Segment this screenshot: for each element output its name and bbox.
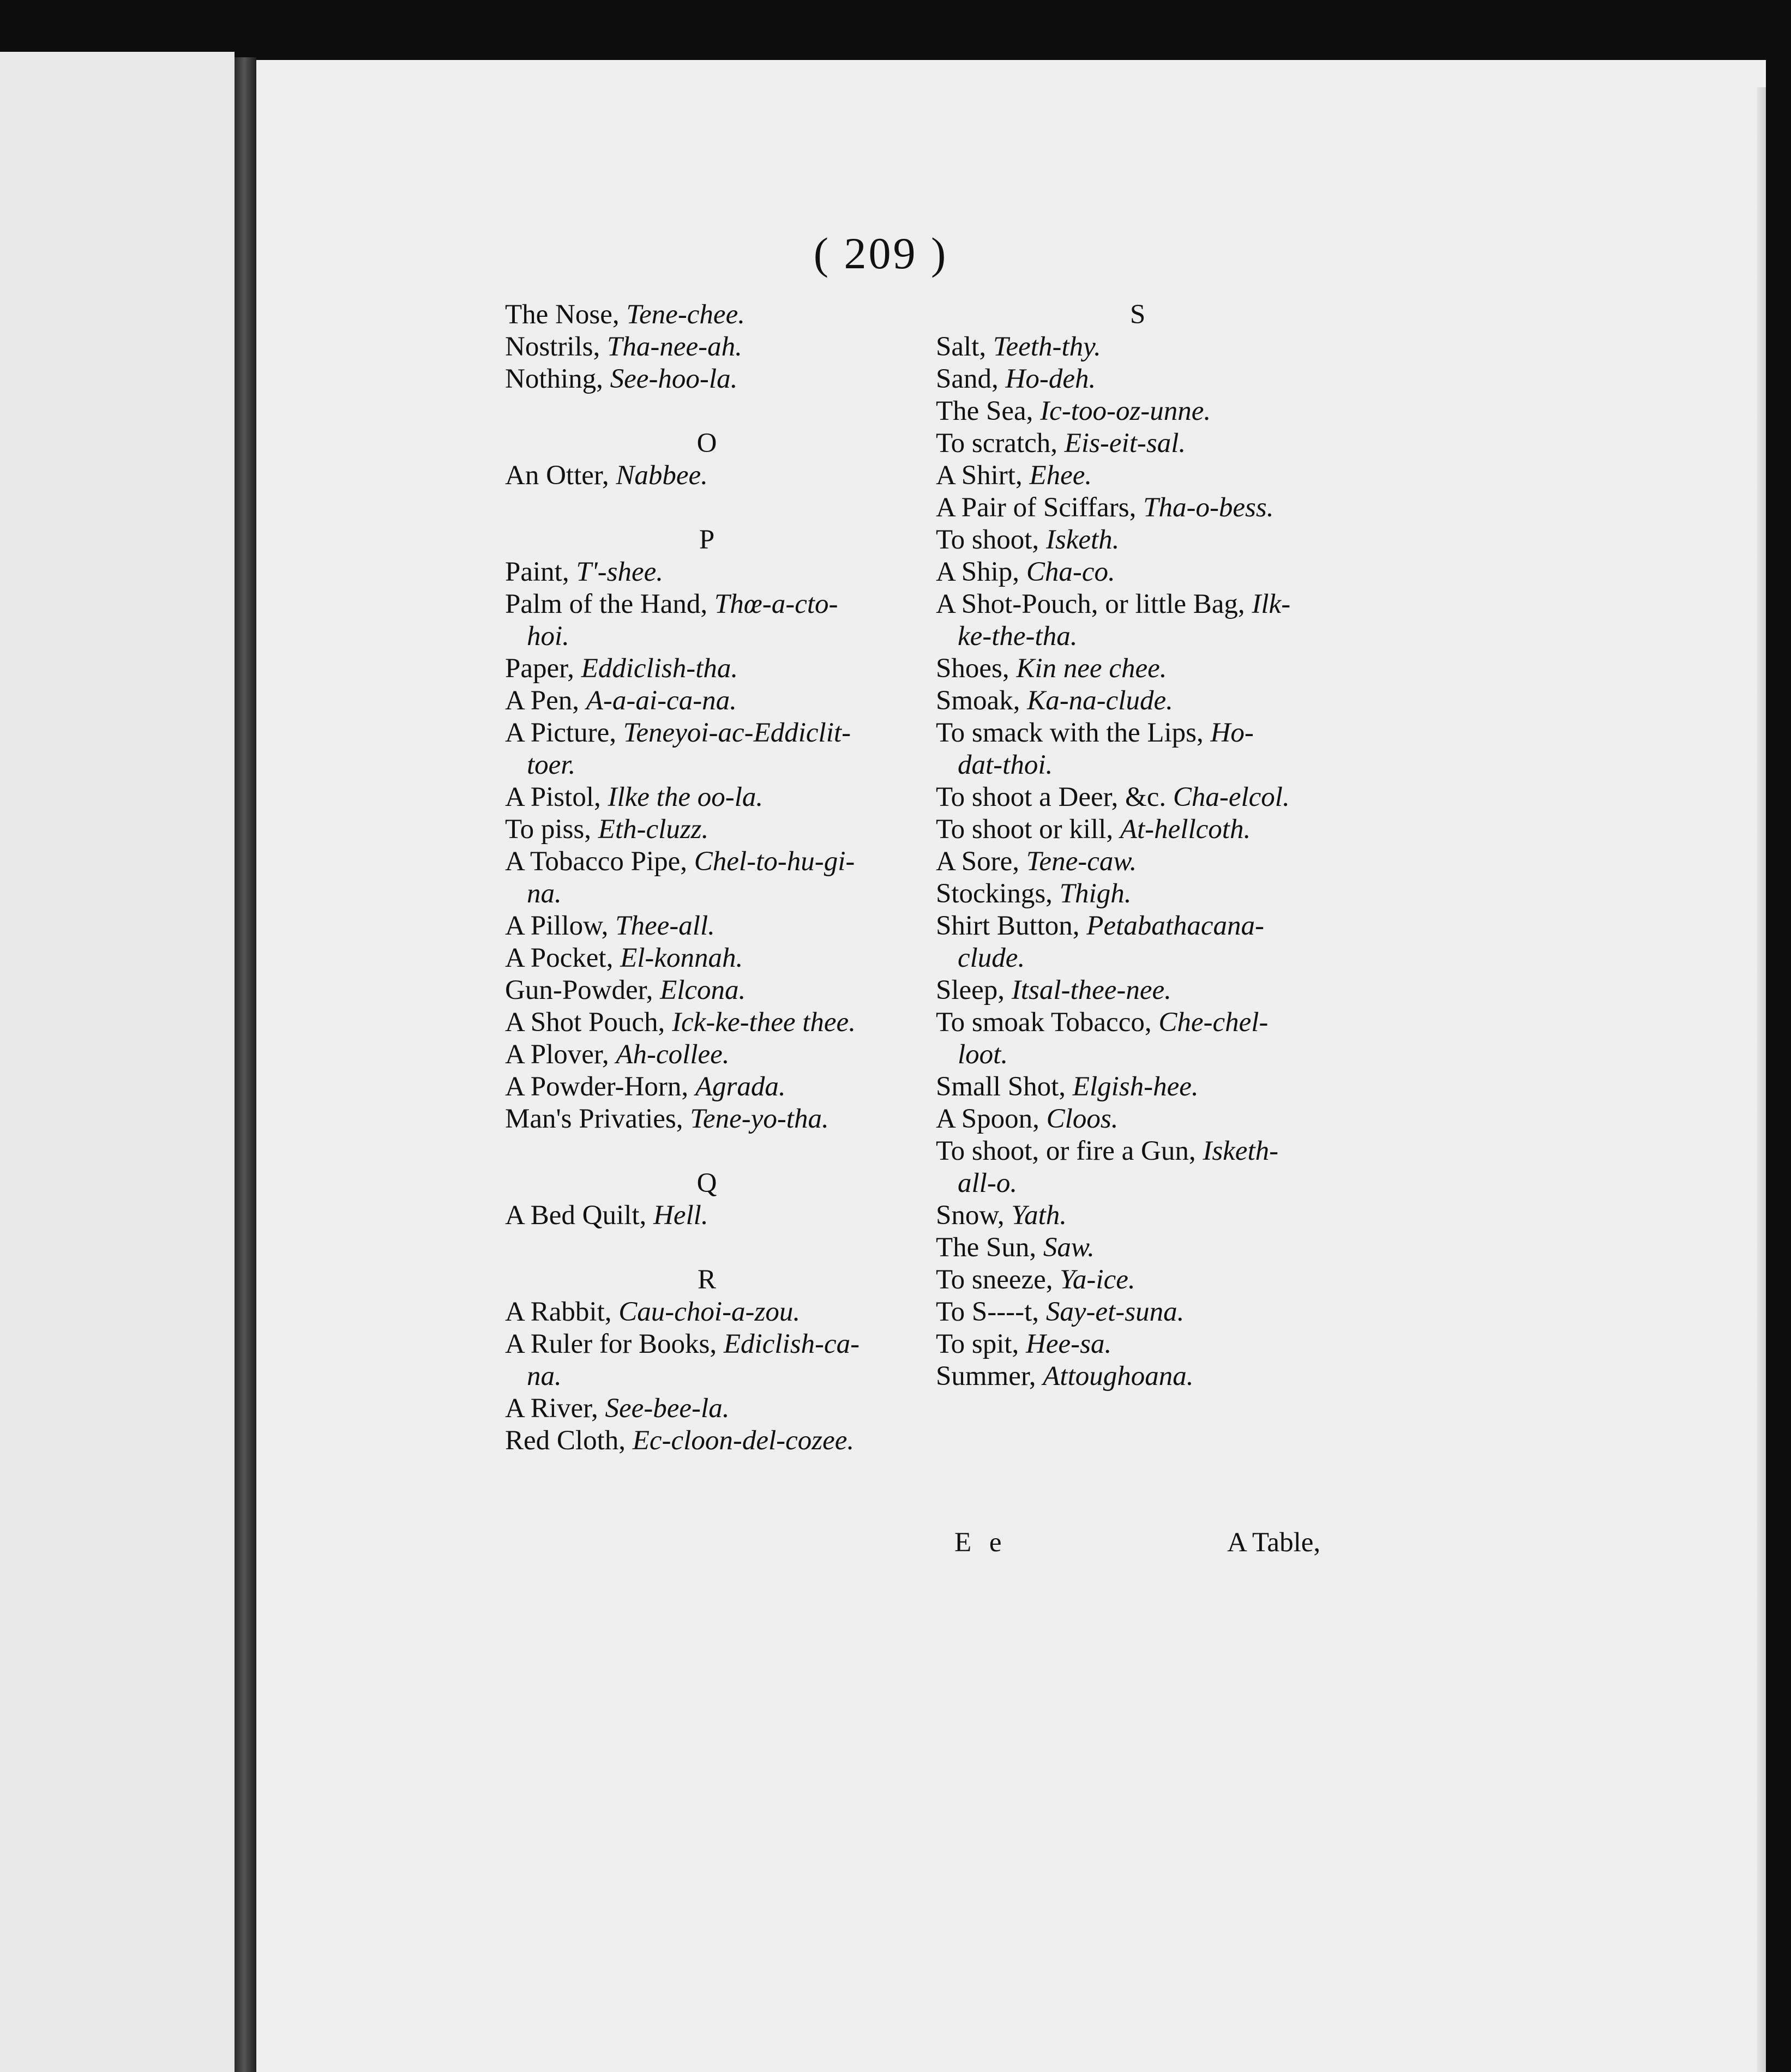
english-term: A Powder-Horn, <box>505 1071 695 1102</box>
native-term: Cha-elcol. <box>1173 782 1290 812</box>
native-term: Ilk- <box>1252 589 1291 619</box>
english-term: A Pistol, <box>505 782 608 812</box>
vocabulary-entry <box>936 878 1339 910</box>
vocabulary-entry <box>505 1007 909 1039</box>
native-term: ke-the-tha. <box>958 621 1078 652</box>
vocabulary-entry <box>505 685 909 717</box>
english-term: The Sun, <box>936 1232 1043 1263</box>
vocabulary-entry <box>505 910 909 942</box>
native-term: Tha-o-bess. <box>1143 492 1274 523</box>
native-term: Ec-cloon-del-cozee. <box>632 1425 855 1456</box>
native-term: Cha-co. <box>1026 557 1115 587</box>
vocabulary-entry <box>936 685 1339 717</box>
vocabulary-entry <box>936 492 1339 524</box>
vocabulary-entry-continuation <box>936 1167 1339 1200</box>
english-term: A Ruler for Books, <box>505 1329 724 1359</box>
native-term: Che-chel- <box>1158 1007 1269 1038</box>
vocabulary-entry <box>505 974 909 1007</box>
english-term: To smack with the Lips, <box>936 718 1211 748</box>
native-term: Isketh- <box>1203 1136 1279 1166</box>
vocabulary-entry <box>936 1007 1339 1039</box>
english-term: To S----t, <box>936 1297 1046 1327</box>
native-term: dat-thoi. <box>958 750 1053 780</box>
native-term: Cau-choi-a-zou. <box>618 1297 801 1327</box>
english-term: To shoot, or fire a Gun, <box>936 1136 1203 1166</box>
vocabulary-entry <box>936 1071 1339 1103</box>
vocabulary-entry <box>936 781 1339 814</box>
english-term: A Pocket, <box>505 943 621 973</box>
vocabulary-entry <box>505 814 909 846</box>
english-term: To shoot or kill, <box>936 814 1120 845</box>
english-term: A Tobacco Pipe, <box>505 846 694 877</box>
vocabulary-entry-continuation <box>505 878 909 910</box>
english-term: A Rabbit, <box>505 1297 619 1327</box>
english-term: The Sea, <box>936 396 1041 426</box>
native-term: Ah-collee. <box>616 1039 730 1070</box>
native-term: Itsal-thee-nee. <box>1011 975 1171 1005</box>
right-column <box>936 299 1339 1393</box>
page-number: ( 209 ) <box>813 228 948 278</box>
vocabulary-entry <box>936 588 1339 621</box>
vocabulary-entry <box>936 846 1339 878</box>
vocabulary-entry <box>936 1328 1339 1360</box>
english-term: Small Shot, <box>936 1071 1073 1102</box>
english-term: Sand, <box>936 364 1006 394</box>
native-term: Kin nee chee. <box>1016 653 1167 684</box>
vocabulary-entry <box>505 1200 909 1232</box>
vocabulary-entry <box>936 1103 1339 1135</box>
native-term: At-hellcoth. <box>1120 814 1251 845</box>
native-term: loot. <box>958 1039 1008 1070</box>
native-term: Eddiclish-tha. <box>581 653 738 684</box>
native-term: na. <box>527 1361 562 1392</box>
vocabulary-entry <box>936 460 1339 492</box>
native-term: Ho- <box>1210 718 1254 748</box>
native-term: clude. <box>958 943 1025 973</box>
native-term: Eth-cluzz. <box>598 814 709 845</box>
english-term: Stockings, <box>936 878 1060 909</box>
vocabulary-entry <box>936 1360 1339 1393</box>
english-term: Snow, <box>936 1200 1012 1231</box>
english-term: Palm of the Hand, <box>505 589 714 619</box>
english-term: A River, <box>505 1393 605 1424</box>
vocabulary-entry <box>936 331 1339 363</box>
blank-line <box>505 492 909 524</box>
english-term: A Shot Pouch, <box>505 1007 672 1038</box>
english-term: A Shirt, <box>936 460 1030 491</box>
vocabulary-entry <box>936 653 1339 685</box>
section-letter: R <box>697 1264 717 1295</box>
english-term: A Bed Quilt, <box>505 1200 654 1231</box>
english-term: A Shot-Pouch, or little Bag, <box>936 589 1252 619</box>
vocabulary-entry <box>505 588 909 621</box>
section-letter: S <box>1129 299 1146 330</box>
native-term: Hell. <box>653 1200 708 1231</box>
english-term: Summer, <box>936 1361 1043 1392</box>
vocabulary-entry-continuation <box>936 621 1339 653</box>
vocabulary-entry <box>936 1296 1339 1328</box>
vocabulary-entry-continuation <box>505 1360 909 1393</box>
vocabulary-entry <box>936 1135 1339 1167</box>
english-term: A Sore, <box>936 846 1026 877</box>
native-term: toer. <box>527 750 576 780</box>
blank-line <box>505 1135 909 1167</box>
native-term: Ho-deh. <box>1005 364 1096 394</box>
native-term: Isketh. <box>1045 525 1120 555</box>
native-term: Agrada. <box>695 1071 786 1102</box>
native-term: Saw. <box>1043 1232 1095 1263</box>
vocabulary-entry <box>936 395 1339 427</box>
vocabulary-entry-continuation <box>936 942 1339 974</box>
english-term: A Ship, <box>936 557 1026 587</box>
vocabulary-entry <box>505 781 909 814</box>
native-term: all-o. <box>958 1168 1018 1198</box>
vocabulary-entry <box>505 299 909 331</box>
native-term: Thee-all. <box>615 911 715 941</box>
native-term: Yath. <box>1011 1200 1067 1231</box>
native-term: hoi. <box>527 621 569 652</box>
native-term: See-hoo-la. <box>610 364 738 394</box>
section-letter: O <box>696 428 717 459</box>
native-term: Cloos. <box>1046 1104 1119 1134</box>
english-term: Man's Privaties, <box>505 1104 690 1134</box>
english-term: The Nose, <box>505 299 627 330</box>
native-term: Tene-caw. <box>1026 846 1137 877</box>
native-term: Teeth-thy. <box>993 332 1101 362</box>
english-term: Red Cloth, <box>505 1425 633 1456</box>
english-term: Smoak, <box>936 685 1027 716</box>
english-term: To sneeze, <box>936 1264 1060 1295</box>
english-term: Gun-Powder, <box>505 975 660 1005</box>
english-term: Nostrils, <box>505 332 608 362</box>
english-term: Shoes, <box>936 653 1017 684</box>
book-gutter <box>235 57 256 2072</box>
vocabulary-entry <box>936 427 1339 460</box>
vocabulary-entry <box>505 1103 909 1135</box>
english-term: To piss, <box>505 814 598 845</box>
vocabulary-entry-continuation <box>936 1039 1339 1071</box>
vocabulary-entry <box>505 460 909 492</box>
english-term: To shoot a Deer, &c. <box>936 782 1173 812</box>
english-term: To spit, <box>936 1329 1026 1359</box>
blank-line <box>505 1232 909 1264</box>
vocabulary-entry <box>505 1328 909 1360</box>
vocabulary-entry <box>936 814 1339 846</box>
vocabulary-entry <box>505 653 909 685</box>
vocabulary-entry <box>505 1039 909 1071</box>
english-term: Shirt Button, <box>936 911 1087 941</box>
vocabulary-entry-continuation <box>936 749 1339 781</box>
vocabulary-entry <box>505 942 909 974</box>
native-term: Thœ-a-cto- <box>714 589 838 619</box>
vocabulary-entry-continuation <box>505 621 909 653</box>
native-term: Teneyoi-ac-Eddiclit- <box>623 718 851 748</box>
vocabulary-entry <box>505 846 909 878</box>
vocabulary-entry <box>936 1264 1339 1296</box>
native-term: Tene-chee. <box>626 299 745 330</box>
english-term: An Otter, <box>505 460 616 491</box>
vocabulary-entry <box>936 910 1339 942</box>
native-term: Thigh. <box>1059 878 1132 909</box>
english-term: Salt, <box>936 332 993 362</box>
section-letter: Q <box>696 1168 717 1198</box>
vocabulary-entry <box>936 1232 1339 1264</box>
native-term: Ick-ke-thee thee. <box>672 1007 856 1038</box>
catchword: A Table, <box>1227 1527 1321 1558</box>
english-term: Paper, <box>505 653 581 684</box>
vocabulary-entry <box>936 974 1339 1007</box>
vocabulary-entry-continuation <box>505 749 909 781</box>
native-term: A-a-ai-ca-na. <box>586 685 737 716</box>
english-term: Nothing, <box>505 364 610 394</box>
native-term: Nabbee. <box>616 460 708 491</box>
native-term: Tene-yo-tha. <box>690 1104 829 1134</box>
vocabulary-entry <box>505 363 909 395</box>
native-term: Eis-eit-sal. <box>1064 428 1186 459</box>
english-term: To scratch, <box>936 428 1065 459</box>
facing-page <box>0 52 235 2072</box>
english-term: To smoak Tobacco, <box>936 1007 1159 1038</box>
vocabulary-entry <box>505 331 909 363</box>
blank-line <box>505 395 909 427</box>
english-term: A Spoon, <box>936 1104 1047 1134</box>
native-term: Elgish-hee. <box>1072 1071 1199 1102</box>
signature-mark: E e <box>954 1527 1007 1558</box>
native-term: El-konnah. <box>620 943 743 973</box>
native-term: Say-et-suna. <box>1045 1297 1185 1327</box>
native-term: Ehee. <box>1029 460 1092 491</box>
native-term: Ya-ice. <box>1060 1264 1135 1295</box>
native-term: Ic-too-oz-unne. <box>1040 396 1211 426</box>
native-term: Chel-to-hu-gi- <box>694 846 855 877</box>
vocabulary-entry <box>936 556 1339 588</box>
vocabulary-entry <box>505 1071 909 1103</box>
english-term: A Pen, <box>505 685 586 716</box>
page-edge-shadow <box>1757 87 1766 2072</box>
left-column <box>505 299 909 1457</box>
native-term: T'-shee. <box>576 557 663 587</box>
vocabulary-entry <box>936 524 1339 556</box>
native-term: Tha-nee-ah. <box>607 332 742 362</box>
english-term: Paint, <box>505 557 576 587</box>
english-term: A Picture, <box>505 718 623 748</box>
native-term: Elcona. <box>660 975 746 1005</box>
native-term: Ka-na-clude. <box>1027 685 1173 716</box>
english-term: A Pair of Sciffars, <box>936 492 1144 523</box>
english-term: A Plover, <box>505 1039 616 1070</box>
native-term: na. <box>527 878 562 909</box>
vocabulary-entry <box>936 717 1339 749</box>
vocabulary-entry <box>505 717 909 749</box>
vocabulary-entry <box>936 363 1339 395</box>
vocabulary-entry <box>505 1296 909 1328</box>
english-term: Sleep, <box>936 975 1012 1005</box>
section-letter: P <box>699 525 715 555</box>
vocabulary-entry <box>505 556 909 588</box>
english-term: A Pillow, <box>505 911 616 941</box>
vocabulary-entry <box>936 1200 1339 1232</box>
native-term: Ediclish-ca- <box>723 1329 860 1359</box>
native-term: Petabathacana- <box>1086 911 1265 941</box>
vocabulary-entry <box>505 1393 909 1425</box>
native-term: Attoughoana. <box>1043 1361 1194 1392</box>
vocabulary-entry <box>505 1425 909 1457</box>
native-term: See-bee-la. <box>605 1393 730 1424</box>
english-term: To shoot, <box>936 525 1046 555</box>
native-term: Hee-sa. <box>1026 1329 1112 1359</box>
native-term: Ilke the oo-la. <box>608 782 764 812</box>
